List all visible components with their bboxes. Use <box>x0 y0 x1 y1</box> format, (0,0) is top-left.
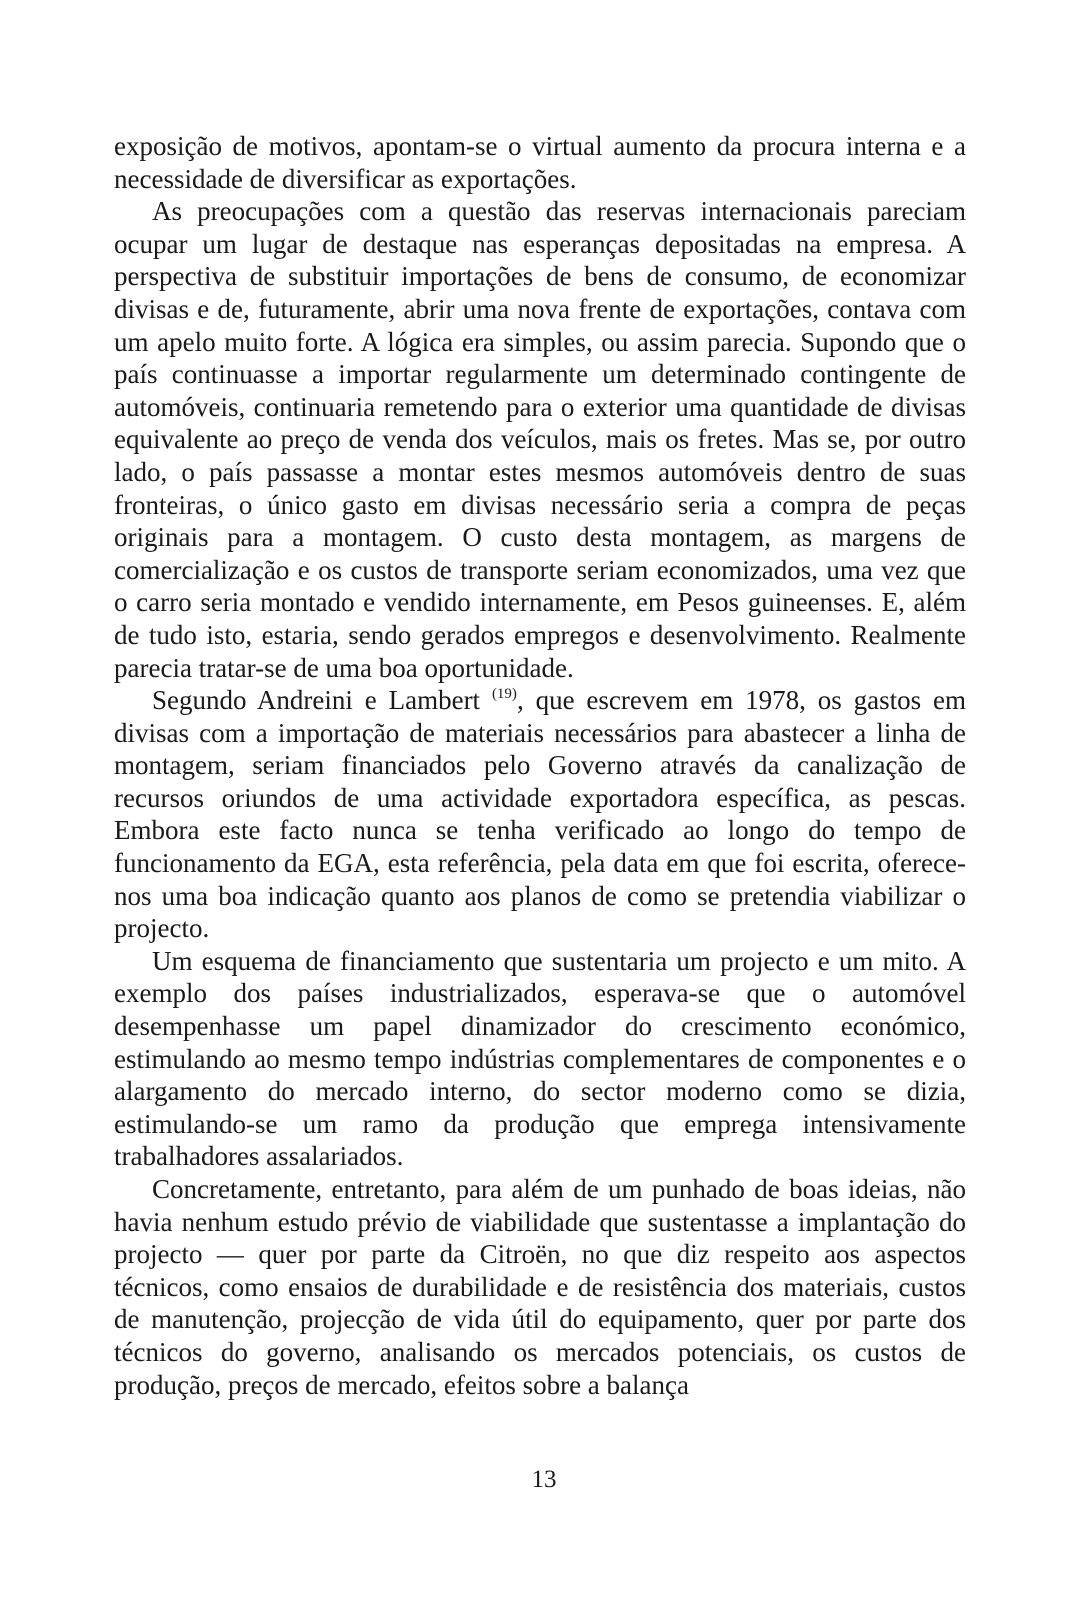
paragraph-3-text-start: Segundo Andreini e Lambert <box>152 685 492 716</box>
paragraph-3-text-end: , que escrevem em 1978, os gastos em divisas com a importação de materiais necessários para abastecer a linha de montagem, seriam financiados pelo Governo através da canalização de recursos oriundos de uma actividade exportadora específica, as pescas. Embora este facto nunca se tenha verificado ao longo do tempo de funcionamento da EGA, esta referência, pela data em que foi escrita, oferece-nos uma boa indicação quanto aos planos de como se pretendia viabilizar o projecto. <box>114 685 966 944</box>
body-text <box>114 130 966 1401</box>
footnote-reference: (19) <box>491 686 517 703</box>
paragraph-2: As preocupações com a questão das reservas internacionais pareciam ocupar um lugar de destaque nas esperanças depositadas na empresa. A perspectiva de substituir importações de bens de consumo, de economizar divisas e de, futuramente, abrir uma nova frente de exportações, contava com um apelo muito forte. A lógica era simples, ou assim parecia. Supondo que o país continuasse a importar regularmente um determinado contingente de automóveis, continuaria remetendo para o exterior uma quantidade de divisas equivalente ao preço de venda dos veículos, mais os fretes. Mas se, por outro lado, o país passasse a montar estes mesmos automóveis dentro de suas fronteiras, o único gasto em divisas necessário seria a compra de peças originais para a montagem. O custo desta montagem, as margens de comercialização e os custos de transporte seriam economizados, uma vez que o carro seria montado e vendido internamente, em Pesos guineenses. E, além de tudo isto, estaria, sendo gerados empregos e desenvolvimento. Realmente parecia tratar-se de uma boa oportunidade. <box>114 196 966 683</box>
paragraph-5: Concretamente, entretanto, para além de um punhado de boas ideias, não havia nenhum estudo prévio de viabilidade que sustentasse a implantação do projecto — quer por parte da Citroën, no que diz respeito aos aspectos técnicos, como ensaios de durabilidade e de resistência dos materiais, custos de manutenção, projecção de vida útil do equipamento, quer por parte dos técnicos do governo, analisando os mercados potenciais, os custos de produção, preços de mercado, efeitos sobre a balança <box>114 1174 966 1400</box>
paragraph-4: Um esquema de financiamento que sustentaria um projecto e um mito. A exemplo dos países industrializados, esperava-se que o automóvel desempenhasse um papel dinamizador do crescimento económico, estimulando ao mesmo tempo indústrias complementares de componentes e o alargamento do mercado interno, do sector moderno como se dizia, estimulando-se um ramo da produção que emprega intensivamente trabalhadores assalariados. <box>114 945 966 1172</box>
page-number: 13 <box>531 1466 557 1493</box>
paragraph-1: exposição de motivos, apontam-se o virtual aumento da procura interna e a necessidade de diversificar as exportações. <box>114 131 966 194</box>
paragraph-3 <box>114 684 966 945</box>
